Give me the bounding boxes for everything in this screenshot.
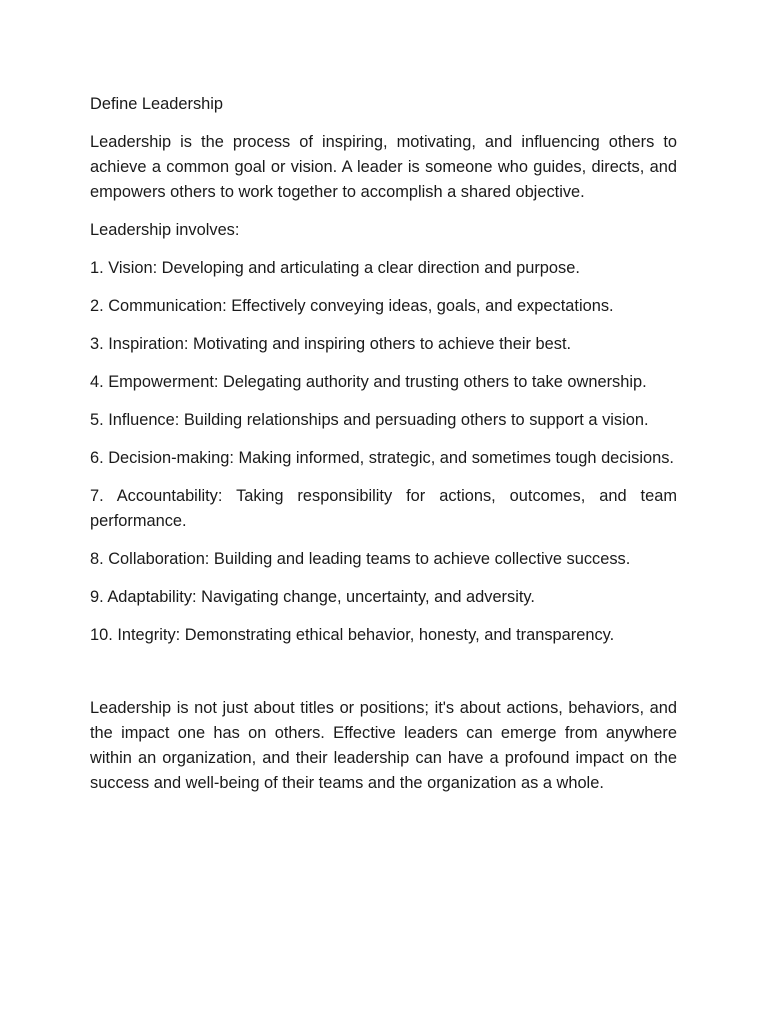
list-item-vision: 1. Vision: Developing and articulating a clear direction and purpose. [90,259,580,277]
list-item-empowerment: 4. Empowerment: Delegating authority and trusting others to take ownership. [90,373,647,391]
list-item-influence: 5. Influence: Building relationships and persuading others to support a vision. [90,411,649,429]
list-item-adaptability: 9. Adaptability: Navigating change, uncertainty, and adversity. [90,588,535,606]
conclusion-paragraph: Leadership is not just about titles or positions; it's about actions, behaviors, and the impact one has on others. Effective leaders can emerge from anywhere within an organization, and their leadership can have a profound impact on the success and well-being of their teams and the organization as a whole. [90,699,677,792]
list-item-integrity: 10. Integrity: Demonstrating ethical behavior, honesty, and transparency. [90,626,615,644]
document-body [90,92,677,796]
list-item-communication: 2. Communication: Effectively conveying ideas, goals, and expectations. [90,297,614,315]
definition-paragraph: Leadership is the process of inspiring, motivating, and influencing others to achieve a common goal or vision. A leader is someone who guides, directs, and empowers others to work together to accomplish a shared objective. [90,133,677,201]
page-title: Define Leadership [90,95,224,113]
involves-colon: : [234,221,240,239]
list-item-inspiration: 3. Inspiration: Motivating and inspiring others to achieve their best. [90,335,572,353]
leadership-list [90,256,677,648]
involves-heading [90,218,677,243]
involves-label: Leadership involves [90,221,235,239]
list-item-decision-making: 6. Decision-making: Making informed, strategic, and sometimes tough decisions. [90,449,674,467]
list-item-collaboration: 8. Collaboration: Building and leading teams to achieve collective success. [90,550,631,568]
list-item-accountability: 7. Accountability: Taking responsibility for actions, outcomes, and team performance. [90,487,677,530]
